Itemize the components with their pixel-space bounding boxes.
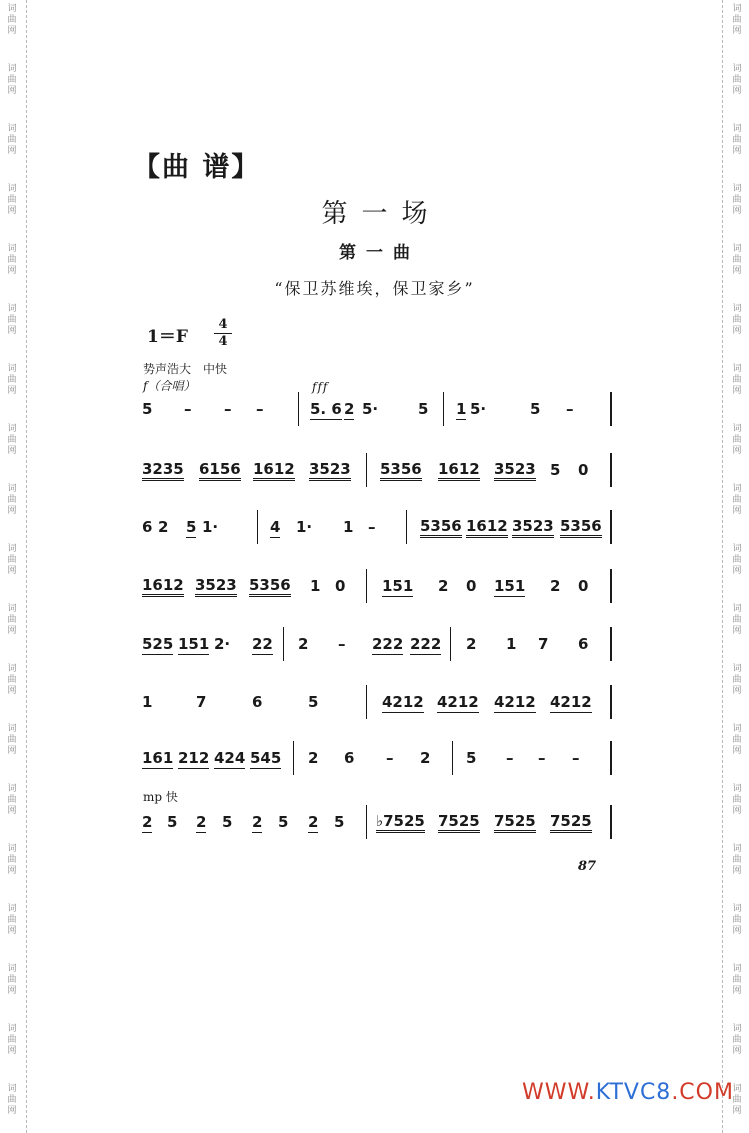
note-group: – xyxy=(224,400,232,418)
barline xyxy=(366,685,367,719)
note-group: 2· xyxy=(214,635,231,653)
watermark-stack xyxy=(2,604,22,637)
note-group: 7 xyxy=(538,635,549,653)
watermark-glyph: 词 xyxy=(7,304,17,314)
watermark-glyph: 词 xyxy=(7,904,17,914)
watermark-stack xyxy=(2,784,22,817)
note-group: 2 xyxy=(466,635,477,653)
tempo-marking: 势声浩大 中快 xyxy=(143,362,228,376)
watermark-glyph: 网 xyxy=(732,926,742,936)
note-group: 3523 xyxy=(309,460,351,481)
watermark-glyph: 曲 xyxy=(732,435,742,445)
watermark-glyph: 词 xyxy=(7,424,17,434)
time-signature-top: 4 xyxy=(218,317,228,332)
note-group: 212 xyxy=(178,749,210,767)
watermark-stack xyxy=(727,724,747,757)
score-row xyxy=(140,805,612,839)
barline xyxy=(610,510,612,544)
watermark-stack xyxy=(727,1024,747,1057)
dynamic-chorus: f（合唱） xyxy=(143,379,196,393)
note-group: – xyxy=(386,749,394,767)
watermark-glyph: 词 xyxy=(732,604,742,614)
score-row xyxy=(140,392,612,426)
watermark-glyph: 网 xyxy=(7,1106,17,1116)
watermark-glyph: 曲 xyxy=(732,615,742,625)
watermark-glyph: 曲 xyxy=(7,315,17,325)
note-group: 5 xyxy=(308,693,319,711)
note-group: 5 xyxy=(278,813,289,831)
score-row xyxy=(140,510,612,544)
watermark-glyph: 网 xyxy=(7,446,17,456)
barline xyxy=(610,805,612,839)
note-group: 3235 xyxy=(142,460,184,481)
note-group: 3523 xyxy=(195,576,237,597)
note-group: 5 xyxy=(550,461,561,479)
watermark-glyph: 网 xyxy=(7,566,17,576)
note-group: 1612 xyxy=(438,460,480,481)
note-group: 161 xyxy=(142,749,174,767)
key-signature: 1＝F xyxy=(147,327,188,347)
watermark-glyph: 词 xyxy=(7,604,17,614)
watermark-glyph: 网 xyxy=(7,26,17,36)
watermark-glyph: 词 xyxy=(7,124,17,134)
watermark-glyph: 词 xyxy=(732,724,742,734)
watermark-glyph: 曲 xyxy=(732,375,742,385)
watermark-glyph: 网 xyxy=(732,266,742,276)
watermark-glyph: 网 xyxy=(7,866,17,876)
note-group: 7525 xyxy=(494,812,536,833)
note-group: 6156 xyxy=(199,460,241,481)
watermark-glyph: 词 xyxy=(732,1024,742,1034)
watermark-glyph: 网 xyxy=(732,446,742,456)
scene-title: 第一场 xyxy=(321,199,442,229)
watermark-glyph: 词 xyxy=(732,904,742,914)
watermark-stack xyxy=(727,4,747,37)
note-group: 5 xyxy=(530,400,541,418)
watermark-glyph: 词 xyxy=(732,544,742,554)
note-group: – xyxy=(184,400,192,418)
barline xyxy=(366,453,367,487)
watermark-glyph: 曲 xyxy=(732,1095,742,1105)
watermark-stack xyxy=(727,604,747,637)
watermark-glyph: 词 xyxy=(7,244,17,254)
watermark-stack xyxy=(2,904,22,937)
watermark-glyph: 曲 xyxy=(732,795,742,805)
note-group: 2 xyxy=(308,813,319,831)
note-group: 5356 xyxy=(420,517,462,538)
note-group: – xyxy=(538,749,546,767)
watermark-glyph: 曲 xyxy=(7,1035,17,1045)
note-group: 4212 xyxy=(550,693,592,711)
score-row xyxy=(140,569,612,603)
note-group: 7525 xyxy=(438,812,480,833)
piece-title: 第一曲 xyxy=(339,243,420,263)
watermark-glyph: 网 xyxy=(732,806,742,816)
watermark-glyph: 曲 xyxy=(732,555,742,565)
watermark-stack xyxy=(727,484,747,517)
barline xyxy=(610,392,612,426)
note-group: 2 xyxy=(158,518,169,536)
watermark-glyph: 网 xyxy=(732,26,742,36)
watermark-glyph: 词 xyxy=(7,724,17,734)
watermark-glyph: 词 xyxy=(7,544,17,554)
note-group: 1 xyxy=(142,693,153,711)
watermark-glyph: 词 xyxy=(732,244,742,254)
watermark-glyph: 曲 xyxy=(732,675,742,685)
watermark-glyph: 词 xyxy=(7,664,17,674)
note-group: 1· xyxy=(202,518,219,536)
note-group: 5 xyxy=(142,400,153,418)
note-group: 151 xyxy=(382,577,414,595)
note-group: 222 xyxy=(410,635,442,653)
watermark-glyph: 网 xyxy=(7,626,17,636)
watermark-glyph: 曲 xyxy=(732,75,742,85)
watermark-glyph: 词 xyxy=(7,364,17,374)
watermark-glyph: 曲 xyxy=(7,375,17,385)
watermark-glyph: 曲 xyxy=(7,795,17,805)
note-group: – xyxy=(338,635,346,653)
watermark-glyph: 曲 xyxy=(732,1035,742,1045)
watermark-stack xyxy=(727,844,747,877)
watermark-glyph: 词 xyxy=(7,64,17,74)
watermark-glyph: 曲 xyxy=(7,915,17,925)
watermark-stack xyxy=(2,64,22,97)
watermark-stack xyxy=(2,424,22,457)
watermark-glyph: 词 xyxy=(7,1084,17,1094)
note-group: 4 xyxy=(270,518,281,536)
watermark-glyph: 曲 xyxy=(732,915,742,925)
watermark-glyph: 曲 xyxy=(7,195,17,205)
watermark-glyph: 网 xyxy=(732,626,742,636)
note-group: 0 xyxy=(335,577,346,595)
watermark-stack xyxy=(727,304,747,337)
note-group: 3523 xyxy=(494,460,536,481)
note-group: 1612 xyxy=(466,517,508,538)
watermark-glyph: 词 xyxy=(7,784,17,794)
note-group: – xyxy=(572,749,580,767)
note-group: 2 xyxy=(298,635,309,653)
watermark-glyph: 曲 xyxy=(732,315,742,325)
watermark-glyph: 词 xyxy=(732,4,742,14)
note-group: 2 xyxy=(438,577,449,595)
barline xyxy=(610,741,612,775)
tempo-marking-2: mp 快 xyxy=(143,790,178,804)
barline xyxy=(610,453,612,487)
watermark-glyph: 网 xyxy=(732,146,742,156)
site-prefix: WWW. xyxy=(522,1080,596,1105)
note-group: 5356 xyxy=(380,460,422,481)
watermark-glyph: 曲 xyxy=(732,135,742,145)
time-signature-bottom: 4 xyxy=(218,334,228,349)
note-group: 424 xyxy=(214,749,246,767)
watermark-glyph: 网 xyxy=(732,986,742,996)
note-group: 6 xyxy=(578,635,589,653)
watermark-glyph: 网 xyxy=(7,806,17,816)
watermark-stack xyxy=(727,904,747,937)
watermark-stack xyxy=(727,964,747,997)
note-group: 151 xyxy=(178,635,210,653)
watermark-glyph: 曲 xyxy=(732,495,742,505)
watermark-glyph: 曲 xyxy=(7,255,17,265)
watermark-stack xyxy=(2,364,22,397)
score-row xyxy=(140,685,612,719)
note-group: – xyxy=(256,400,264,418)
watermark-glyph: 网 xyxy=(7,386,17,396)
watermark-glyph: 词 xyxy=(732,124,742,134)
watermark-glyph: 词 xyxy=(7,4,17,14)
barline xyxy=(610,685,612,719)
note-group: 1 xyxy=(456,400,467,418)
barline xyxy=(257,510,258,544)
note-group: ♭7525 xyxy=(376,812,425,833)
note-group: 4212 xyxy=(437,693,479,711)
barline xyxy=(298,392,299,426)
watermark-glyph: 曲 xyxy=(7,1095,17,1105)
note-group: 2 xyxy=(420,749,431,767)
note-group: 5 xyxy=(222,813,233,831)
watermark-glyph: 网 xyxy=(732,686,742,696)
note-group: 22 xyxy=(252,635,273,653)
watermark-glyph: 曲 xyxy=(732,975,742,985)
note-group: 4212 xyxy=(382,693,424,711)
watermark-glyph: 词 xyxy=(732,424,742,434)
watermark-glyph: 网 xyxy=(7,1046,17,1056)
barline xyxy=(366,569,367,603)
watermark-glyph: 词 xyxy=(732,844,742,854)
watermark-glyph: 网 xyxy=(732,1106,742,1116)
note-group: 1· xyxy=(296,518,313,536)
watermark-stack xyxy=(2,304,22,337)
barline xyxy=(406,510,407,544)
note-group: 1612 xyxy=(142,576,184,597)
watermark-glyph: 网 xyxy=(7,326,17,336)
note-group: 2 xyxy=(142,813,153,831)
note-group: 1 xyxy=(343,518,354,536)
watermark-stack xyxy=(2,484,22,517)
note-group: – xyxy=(566,400,574,418)
note-group: 7 xyxy=(196,693,207,711)
watermark-glyph: 词 xyxy=(7,484,17,494)
watermark-glyph: 网 xyxy=(732,86,742,96)
note-group: 0 xyxy=(578,461,589,479)
note-group: 5 xyxy=(186,518,197,536)
watermark-glyph: 曲 xyxy=(7,615,17,625)
site-watermark xyxy=(522,1080,734,1105)
watermark-glyph: 词 xyxy=(7,1024,17,1034)
barline xyxy=(293,741,294,775)
watermark-stack xyxy=(727,544,747,577)
watermark-glyph: 曲 xyxy=(732,15,742,25)
site-brand: KTVC8 xyxy=(595,1080,672,1105)
watermark-glyph: 曲 xyxy=(7,495,17,505)
watermark-glyph: 曲 xyxy=(7,555,17,565)
watermark-stack xyxy=(727,784,747,817)
page-number: 87 xyxy=(578,859,597,874)
watermark-glyph: 曲 xyxy=(7,855,17,865)
note-group: 5 xyxy=(418,400,429,418)
watermark-glyph: 网 xyxy=(7,746,17,756)
watermark-glyph: 网 xyxy=(7,146,17,156)
note-group: 4212 xyxy=(494,693,536,711)
watermark-glyph: 网 xyxy=(7,266,17,276)
watermark-glyph: 词 xyxy=(7,964,17,974)
note-group: 1612 xyxy=(253,460,295,481)
note-group: 6 xyxy=(142,518,153,536)
watermark-stack xyxy=(727,424,747,457)
watermark-glyph: 曲 xyxy=(732,195,742,205)
barline xyxy=(452,741,453,775)
barline xyxy=(366,805,367,839)
watermark-glyph: 曲 xyxy=(7,675,17,685)
section-heading: 【曲 谱】 xyxy=(133,152,261,183)
note-group: 0 xyxy=(578,577,589,595)
right-watermark-column xyxy=(722,0,749,1133)
left-watermark-column xyxy=(0,0,27,1133)
watermark-glyph: 词 xyxy=(732,484,742,494)
watermark-stack xyxy=(727,664,747,697)
watermark-glyph: 词 xyxy=(7,184,17,194)
watermark-glyph: 网 xyxy=(732,506,742,516)
note-group: 5 xyxy=(167,813,178,831)
note-group: 7525 xyxy=(550,812,592,833)
watermark-stack xyxy=(727,124,747,157)
note-group: 0 xyxy=(466,577,477,595)
watermark-glyph: 词 xyxy=(7,844,17,854)
note-group: 525 xyxy=(142,635,174,653)
note-group: 5. 6 xyxy=(310,400,342,418)
watermark-glyph: 曲 xyxy=(732,855,742,865)
watermark-glyph: 词 xyxy=(732,184,742,194)
watermark-stack xyxy=(2,724,22,757)
watermark-stack xyxy=(2,964,22,997)
score-row xyxy=(140,453,612,487)
watermark-glyph: 词 xyxy=(732,364,742,374)
watermark-stack xyxy=(2,4,22,37)
note-group: 222 xyxy=(372,635,404,653)
watermark-glyph: 网 xyxy=(732,326,742,336)
watermark-glyph: 网 xyxy=(7,686,17,696)
site-suffix: .COM xyxy=(671,1080,734,1105)
watermark-stack xyxy=(2,844,22,877)
note-group: 6 xyxy=(344,749,355,767)
watermark-stack xyxy=(2,124,22,157)
watermark-stack xyxy=(2,664,22,697)
watermark-glyph: 网 xyxy=(732,206,742,216)
note-group: 2 xyxy=(252,813,263,831)
note-group: – xyxy=(506,749,514,767)
watermark-glyph: 词 xyxy=(732,64,742,74)
watermark-glyph: 曲 xyxy=(7,15,17,25)
note-group: 2 xyxy=(550,577,561,595)
barline xyxy=(610,569,612,603)
watermark-glyph: 词 xyxy=(732,964,742,974)
watermark-stack xyxy=(2,1024,22,1057)
watermark-glyph: 网 xyxy=(7,926,17,936)
dynamic-fff: fff xyxy=(312,380,329,394)
watermark-glyph: 词 xyxy=(732,1084,742,1094)
note-group: 545 xyxy=(250,749,282,767)
note-group: 5356 xyxy=(249,576,291,597)
score-row xyxy=(140,627,612,661)
watermark-glyph: 网 xyxy=(732,386,742,396)
watermark-glyph: 网 xyxy=(732,866,742,876)
watermark-glyph: 网 xyxy=(732,746,742,756)
note-group: 2 xyxy=(196,813,207,831)
watermark-stack xyxy=(2,1084,22,1117)
time-signature xyxy=(214,318,232,349)
watermark-glyph: 网 xyxy=(7,86,17,96)
watermark-glyph: 曲 xyxy=(7,975,17,985)
watermark-glyph: 网 xyxy=(7,986,17,996)
watermark-stack xyxy=(727,64,747,97)
note-group: 2 xyxy=(308,749,319,767)
barline xyxy=(283,627,284,661)
note-group: 5 xyxy=(466,749,477,767)
watermark-glyph: 网 xyxy=(732,566,742,576)
watermark-glyph: 曲 xyxy=(7,435,17,445)
watermark-glyph: 曲 xyxy=(732,735,742,745)
watermark-stack xyxy=(2,544,22,577)
song-subtitle: “保卫苏维埃，保卫家乡” xyxy=(274,279,475,298)
note-group: – xyxy=(368,518,376,536)
note-group: 2 xyxy=(344,400,355,418)
watermark-glyph: 曲 xyxy=(732,255,742,265)
note-group: 3523 xyxy=(512,517,554,538)
barline xyxy=(450,627,451,661)
watermark-glyph: 网 xyxy=(732,1046,742,1056)
watermark-glyph: 曲 xyxy=(7,75,17,85)
barline xyxy=(443,392,444,426)
watermark-glyph: 曲 xyxy=(7,735,17,745)
watermark-glyph: 词 xyxy=(732,664,742,674)
watermark-stack xyxy=(727,364,747,397)
watermark-glyph: 网 xyxy=(7,206,17,216)
note-group: 5· xyxy=(470,400,487,418)
note-group: 151 xyxy=(494,577,526,595)
note-group: 1 xyxy=(310,577,321,595)
note-group: 5 xyxy=(334,813,345,831)
score-row xyxy=(140,741,612,775)
watermark-glyph: 曲 xyxy=(7,135,17,145)
watermark-glyph: 词 xyxy=(732,784,742,794)
note-group: 6 xyxy=(252,693,263,711)
note-group: 5356 xyxy=(560,517,602,538)
watermark-glyph: 词 xyxy=(732,304,742,314)
note-group: 5· xyxy=(362,400,379,418)
note-group: 1 xyxy=(506,635,517,653)
watermark-glyph: 网 xyxy=(7,506,17,516)
barline xyxy=(610,627,612,661)
